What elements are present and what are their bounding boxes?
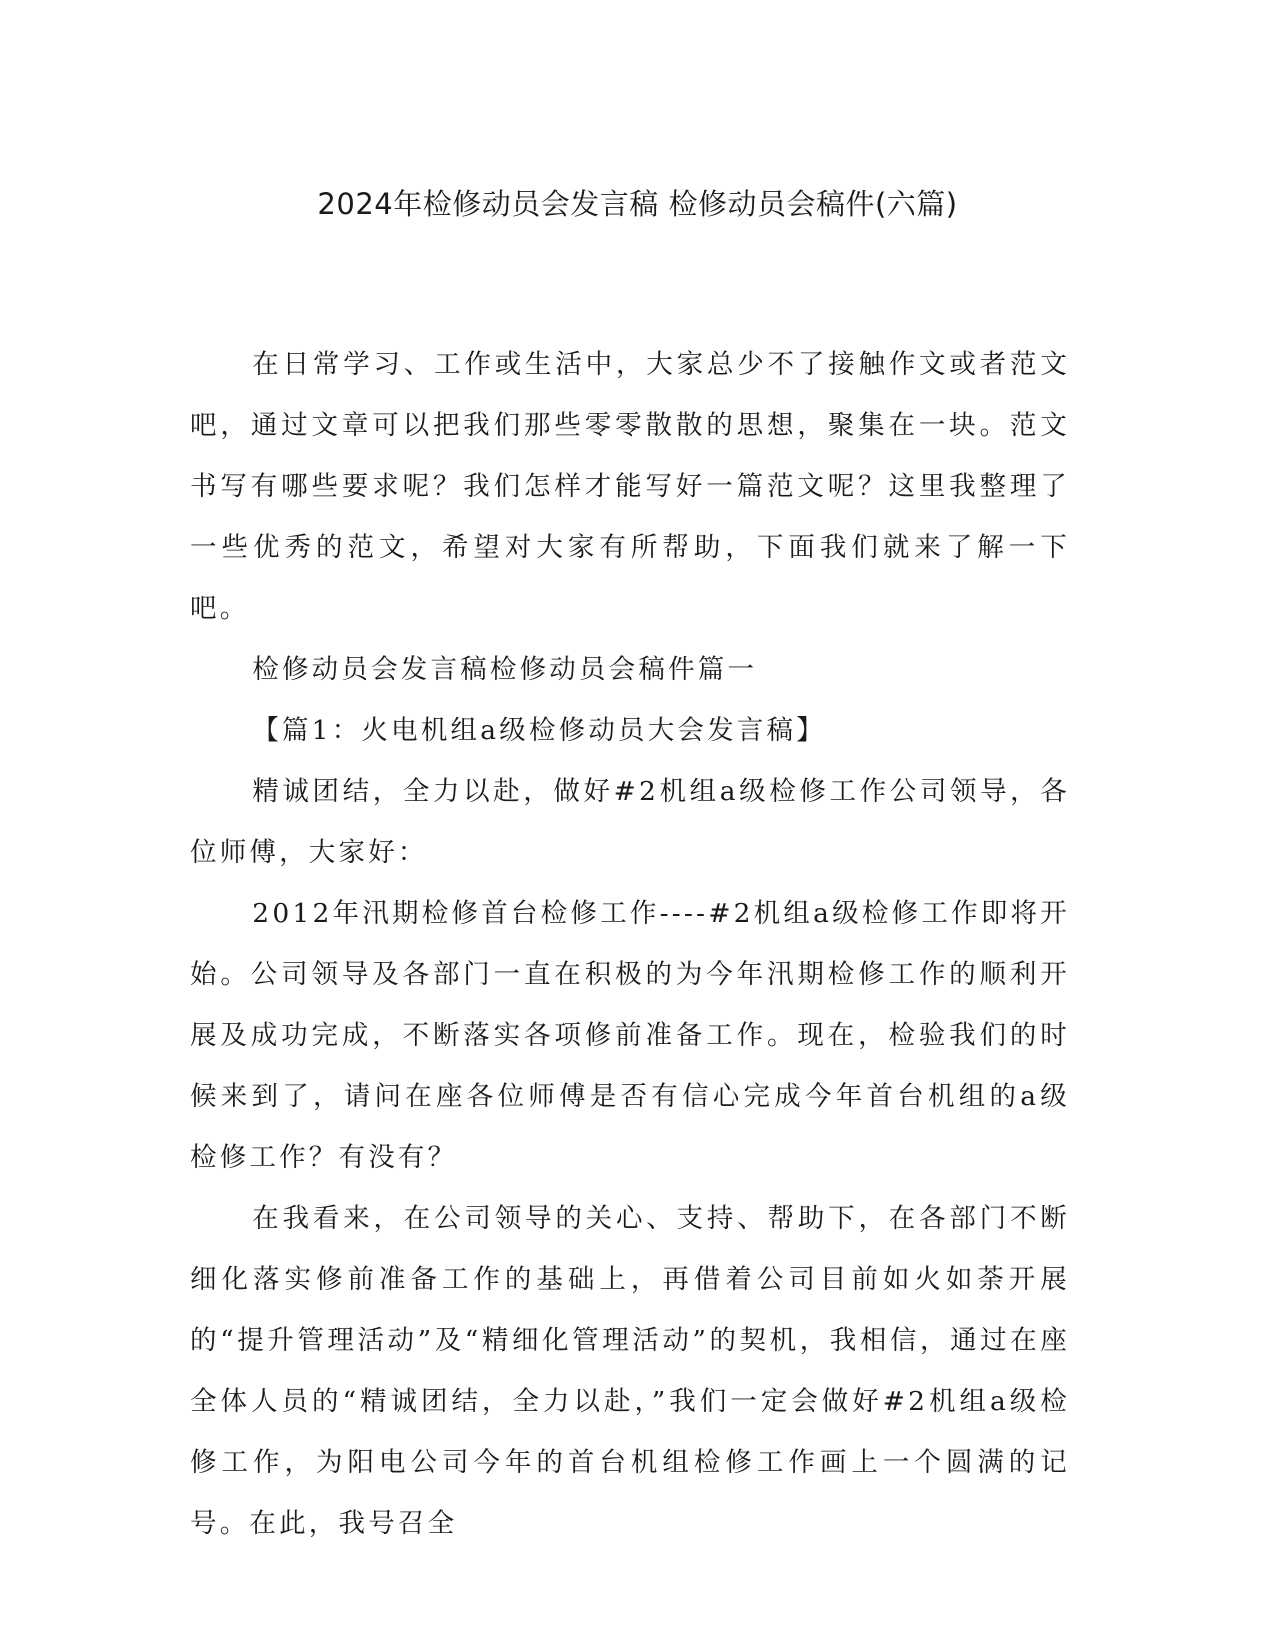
document-body [190, 334, 1070, 1554]
section-heading: 检修动员会发言稿检修动员会稿件篇一 [252, 654, 758, 685]
body-paragraph: 2012年汛期检修首台检修工作----#2机组a级检修工作即将开始。公司领导及各部门一直在积极的为今年汛期检修工作的顺利开展及成功完成，不断落实各项修前准备工作。现在，检验我们的时候来到了，请问在座各位师傅是否有信心完成今年首台机组的a级检修工作？有没有？ [190, 898, 1070, 1173]
body-paragraph: 在我看来，在公司领导的关心、支持、帮助下，在各部门不断细化落实修前准备工作的基础上，再借着公司目前如火如荼开展的“提升管理活动”及“精细化管理活动”的契机，我相信，通过在座全体人员的“精诚团结，全力以赴，”我们一定会做好#2机组a级检修工作，为阳电公司今年的首台机组检修工作画上一个圆满的记号。在此，我号召全 [190, 1203, 1070, 1539]
greeting-paragraph: 精诚团结，全力以赴，做好#2机组a级检修工作公司领导，各位师傅，大家好： [190, 776, 1070, 868]
document-title: 2024年检修动员会发言稿 检修动员会稿件(六篇) [317, 187, 958, 221]
intro-paragraph: 在日常学习、工作或生活中，大家总少不了接触作文或者范文吧，通过文章可以把我们那些零零散散的思想，聚集在一块。范文书写有哪些要求呢？我们怎样才能写好一篇范文呢？这里我整理了一些优秀的范文，希望对大家有所帮助，下面我们就来了解一下吧。 [190, 349, 1070, 624]
article-heading: 【篇1：火电机组a级检修动员大会发言稿】 [252, 715, 826, 746]
